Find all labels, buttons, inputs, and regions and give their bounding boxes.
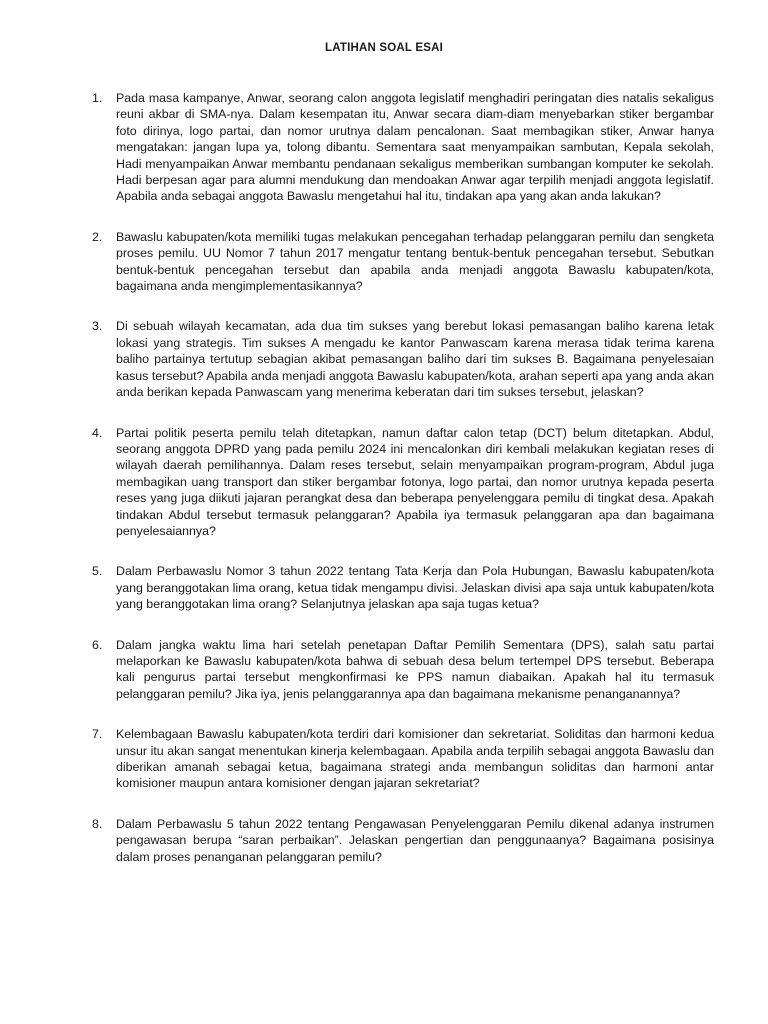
question-number: 1. — [92, 91, 103, 105]
question-text: Kelembagaan Bawaslu kabupaten/kota terdiri dari komisioner dan sekretariat. Soliditas dan harmoni kedua unsur itu akan sangat menentukan kinerja kelembagaan. Apabila anda terpilih sebagai anggota Bawaslu dan diberikan amanah sebagai ketua, bagaimana strategi anda membangun soliditas dan harmoni antar komisioner maupun antara komisioner dengan jajaran sekretariat? — [116, 727, 714, 791]
question-text: Bawaslu kabupaten/kota memiliki tugas melakukan pencegahan terhadap pelanggaran pemilu dan sengketa proses pemilu. UU Nomor 7 tahun 2017 mengatur tentang bentuk-bentuk pencegahan tersebut. Sebutkan bentuk-bentuk pencegahan tersebut dan apabila anda menjadi anggota Bawaslu kabupaten/kota, bagaimana anda mengimplementasikannya? — [116, 229, 714, 294]
question-text: Dalam Perbawaslu Nomor 3 tahun 2022 tentang Tata Kerja dan Pola Hubungan, Bawaslu kabupaten/kota yang beranggotakan lima orang, ketua tidak mengampu divisi. Jelaskan divisi apa saja untuk kabupaten/kota yang beranggotakan lima orang? Selanjutnya jelaskan apa saja tugas ketua? — [116, 564, 714, 612]
question-number: 5. — [92, 564, 103, 579]
question-list — [92, 90, 714, 889]
question-text: Di sebuah wilayah kecamatan, ada dua tim sukses yang berebut lokasi pemasangan baliho karena letak lokasi yang strategis. Tim sukses A mengadu ke kantor Panwascam karena merasa tidak terima karena baliho partainya tertutup sebagian akibat pemasangan baliho dari tim sukses B. Bagaimana penyelesaian kasus tersebut? Apabila anda menjadi anggota Bawaslu kabupaten/kota, arahan seperti apa yang anda akan anda berikan kepada Panwascam yang menerima keberatan dari tim sukses tersebut, jelaskan? — [116, 319, 714, 400]
question-item — [92, 90, 714, 205]
question-number: 7. — [92, 727, 103, 742]
question-number: 2. — [92, 229, 103, 244]
question-text: Dalam jangka waktu lima hari setelah penetapan Daftar Pemilih Sementara (DPS), salah satu partai melaporkan ke Bawaslu kabupaten/kota bahwa di sebuah desa belum tertempel DPS tersebut. Beberapa kali pengurus partai tersebut mengkonfirmasi ke PPS namun diabaikan. Apakah hal itu termasuk pelanggaran pemilu? Jika iya, jenis pelanggarannya apa dan bagaimana mekanisme penanganannya? — [116, 637, 714, 701]
question-item — [92, 318, 714, 400]
question-text: Pada masa kampanye, Anwar, seorang calon anggota legislatif menghadiri peringatan dies natalis sekaligus reuni akbar di SMA-nya. Dalam kesempatan itu, Anwar secara diam-diam menyebarkan stiker bergambar foto dirinya, logo partai, dan nomor urutnya dalam pencalonan. Saat membagikan stiker, Anwar hanya mengatakan: jangan lupa ya, tolong dibantu. Sementara saat menyampaikan sambutan, Kepala sekolah, Hadi menyampaikan Anwar membantu pendanaan sekaligus memberikan sumbangan komputer ke sekolah. Hadi berpesan agar para alumni mendukung dan mendoakan Anwar agar terpilih menjadi anggota legislatif. Apabila anda sebagai anggota Bawaslu mengetahui hal itu, tindakan apa yang akan anda lakukan? — [116, 91, 714, 204]
question-item — [92, 816, 714, 865]
question-text: Dalam Perbawaslu 5 tahun 2022 tentang Pengawasan Penyelenggaran Pemilu dikenal adanya instrumen pengawasan berupa “saran perbaikan”. Jelaskan pengertian dan penggunaanya? Bagaimana posisinya dalam proses penanganan pelanggaran pemilu? — [116, 816, 714, 864]
question-number: 4. — [92, 425, 103, 440]
document-title: LATIHAN SOAL ESAI — [325, 42, 443, 54]
question-item — [92, 637, 714, 703]
question-number: 6. — [92, 637, 103, 652]
question-item — [92, 425, 714, 540]
question-item — [92, 726, 714, 792]
question-number: 3. — [92, 319, 103, 334]
question-item — [92, 229, 714, 295]
question-text: Partai politik peserta pemilu telah ditetapkan, namun daftar calon tetap (DCT) belum ditetapkan. Abdul, seorang anggota DPRD yang pada pemilu 2024 ini mencalonkan diri kembali melakukan kegiatan reses di wilayah daerah pemilihannya. Dalam reses tersebut, selain menyampaikan program-program, Abdul juga membagikan uang transport dan stiker bergambar fotonya, logo partai, dan nomor urutnya kepada peserta reses yang juga diikuti jajaran perangkat desa dan beberapa penyelenggara pemilu di tingkat desa. Apakah tindakan Abdul tersebut termasuk pelanggaran? Apabila iya termasuk pelanggaran apa dan bagaimana penyelesaiannya? — [116, 425, 714, 538]
question-item — [92, 563, 714, 612]
question-number: 8. — [92, 816, 103, 831]
